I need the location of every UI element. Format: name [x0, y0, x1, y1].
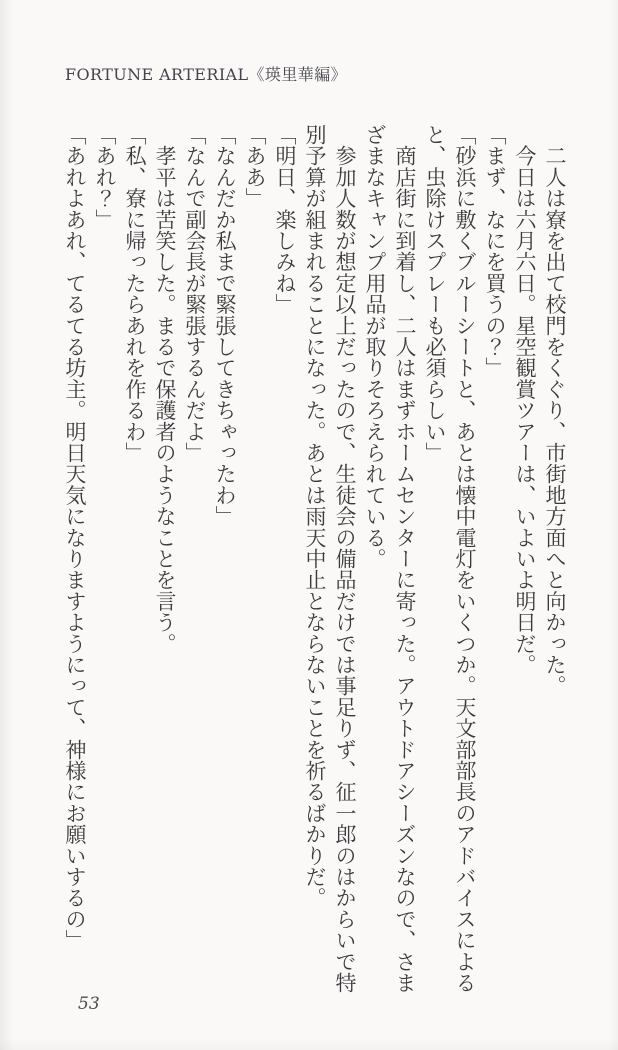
novel-text-block — [50, 124, 570, 1010]
paragraph: 「私、寮に帰ったらあれを作るわ」 — [123, 124, 147, 464]
paragraph: 「まず、なにを買うの？」 — [483, 124, 507, 379]
paragraph: 「あれ？」 — [93, 124, 117, 230]
paragraph: 「ああ」 — [243, 124, 267, 209]
paragraph: 参加人数が想定以上だったので、生徒会の備品だけでは事足りず、征一郎のはからいで特別予算が組まれることになった。あとは雨天中止とならないことを祈るばかりだ。 — [303, 124, 357, 994]
running-header: FORTUNE ARTERIAL《瑛里華編》 — [65, 65, 347, 84]
paragraph: 「砂浜に敷くブルーシートと、あとは懐中電灯をいくつか。天文部部長のアドバイスによると、虫除けスプレーも必須らしい」 — [423, 124, 477, 994]
paragraph: 「明日、楽しみね」 — [273, 124, 297, 315]
paragraph: 今日は六月六日。星空観賞ツアーは、いよいよ明日だ。 — [513, 124, 537, 676]
paragraph: 孝平は苦笑した。まるで保護者のようなことを言う。 — [153, 124, 177, 654]
paragraph: 「なんだか私まで緊張してきちゃったわ」 — [213, 124, 237, 527]
paragraph: 商店街に到着し、二人はまずホームセンターに寄った。アウトドアシーズンなので、さまざまなキャンプ用品が取りそろえられている。 — [363, 124, 417, 994]
paragraph: 二人は寮を出て校門をくぐり、市街地方面へと向かった。 — [543, 124, 567, 697]
paragraph: 「あれよあれ、てるてる坊主。明日天気になりますようにって、神様にお願いするの」 — [63, 124, 87, 951]
paragraph: 「なんで副会長が緊張するんだよ」 — [183, 124, 207, 464]
page-number: 53 — [78, 994, 100, 1014]
